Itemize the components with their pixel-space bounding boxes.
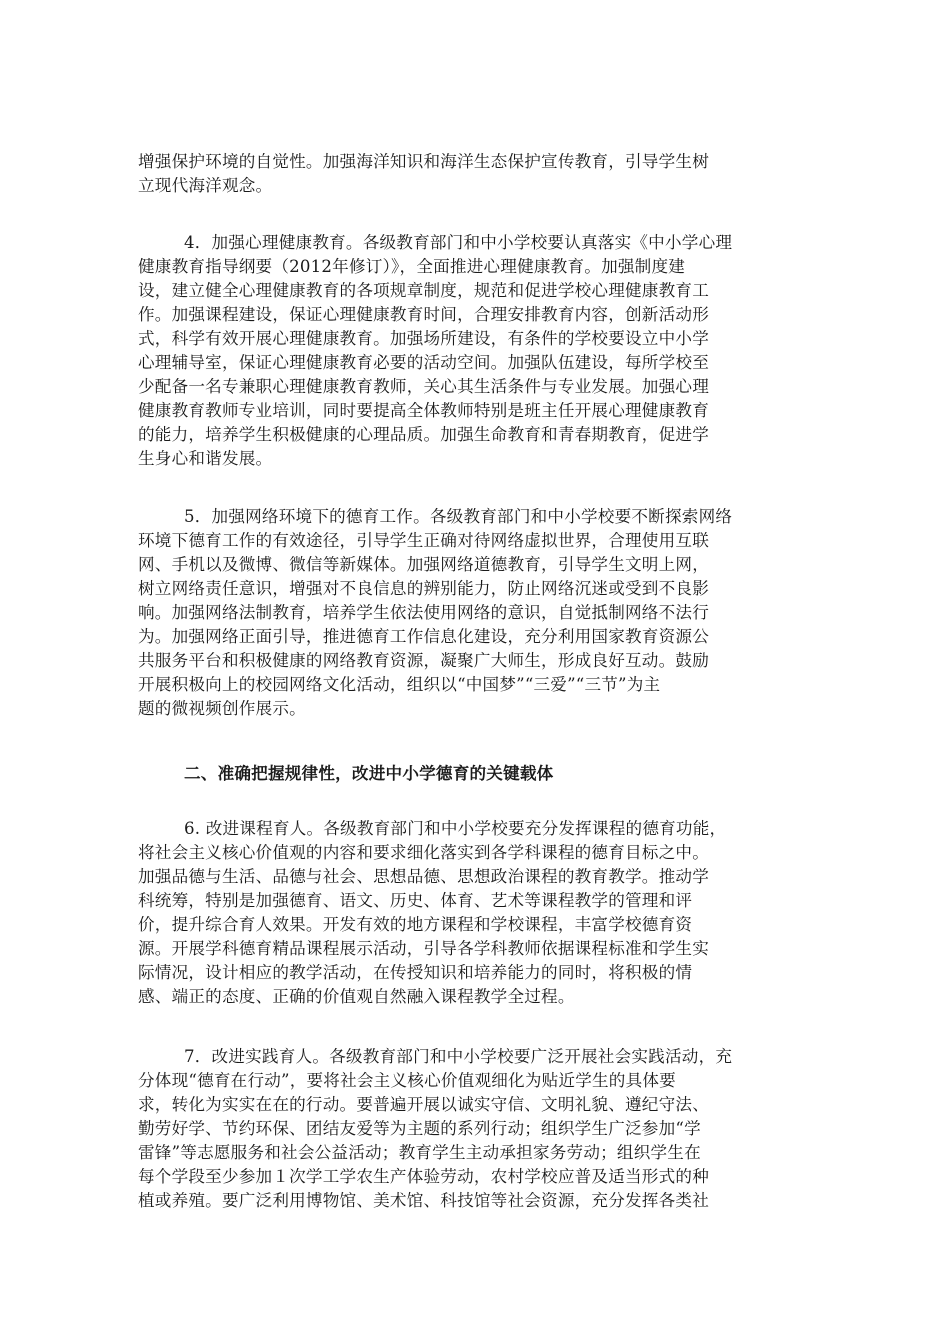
- text-line: 际情况，设计相应的教学活动，在传授知识和培养能力的同时，将积极的情: [138, 963, 693, 982]
- text-line: 环境下德育工作的有效途径，引导学生正确对待网络虚拟世界，合理使用互联: [138, 531, 709, 550]
- text-line: 勤劳好学、节约环保、团结友爱等为主题的系列行动；组织学生广泛参加“学: [138, 1119, 701, 1138]
- text-line: 健康教育教师专业培训，同时要提高全体教师特别是班主任开展心理健康教育: [138, 401, 709, 420]
- text-line: 题的微视频创作展示。: [138, 699, 306, 718]
- text-line: 求，转化为实实在在的行动。要普遍开展以诚实守信、文明礼貌、遵纪守法、: [138, 1095, 709, 1114]
- text-line: 6. 改进课程育人。各级教育部门和中小学校要充分发挥课程的德育功能，: [184, 819, 727, 838]
- text-line: 少配备一名专兼职心理健康教育教师，关心其生活条件与专业发展。加强心理: [138, 377, 709, 396]
- text-line: 5．加强网络环境下的德育工作。各级教育部门和中小学校要不断探索网络: [184, 507, 733, 526]
- text-line: 为。加强网络正面引导，推进德育工作信息化建设，充分利用国家教育资源公: [138, 627, 709, 646]
- text-line: 价，提升综合育人效果。开发有效的地方课程和学校课程，丰富学校德育资: [138, 915, 693, 934]
- paragraph-intro: [138, 150, 810, 198]
- text-line: 植或养殖。要广泛利用博物馆、美术馆、科技馆等社会资源，充分发挥各类社: [138, 1191, 709, 1210]
- text-line: 4．加强心理健康教育。各级教育部门和中小学校要认真落实《中小学心理: [184, 233, 733, 252]
- text-line: 生身心和谐发展。: [138, 449, 273, 468]
- text-line: 树立网络责任意识，增强对不良信息的辨别能力，防止网络沉迷或受到不良影: [138, 579, 709, 598]
- paragraph-7: [138, 1045, 810, 1213]
- text-line: 心理辅导室，保证心理健康教育必要的活动空间。加强队伍建设，每所学校至: [138, 353, 709, 372]
- text-line: 立现代海洋观念。: [138, 176, 273, 195]
- text-line: 网、手机以及微博、微信等新媒体。加强网络道德教育，引导学生文明上网，: [138, 555, 709, 574]
- section-heading-block: [138, 762, 810, 786]
- text-line: 响。加强网络法制教育，培养学生依法使用网络的意识，自觉抵制网络不法行: [138, 603, 709, 622]
- text-line: 的能力，培养学生积极健康的心理品质。加强生命教育和青春期教育，促进学: [138, 425, 709, 444]
- paragraph-6: [138, 817, 810, 1009]
- text-line: 开展积极向上的校园网络文化活动，组织以“中国梦”“三爱”“三节”为主: [138, 675, 661, 694]
- text-line: 加强品德与生活、品德与社会、思想品德、思想政治课程的教育教学。推动学: [138, 867, 709, 886]
- text-line: 雷锋”等志愿服务和社会公益活动；教育学生主动承担家务劳动；组织学生在: [138, 1143, 701, 1162]
- text-line: 健康教育指导纲要（2012年修订）》，全面推进心理健康教育。加强制度建: [138, 257, 686, 276]
- text-line: 增强保护环境的自觉性。加强海洋知识和海洋生态保护宣传教育，引导学生树: [138, 152, 709, 171]
- text-line: 感、端正的态度、正确的价值观自然融入课程教学全过程。: [138, 987, 575, 1006]
- text-line: 作。加强课程建设，保证心理健康教育时间，合理安排教育内容，创新活动形: [138, 305, 709, 324]
- text-line: 共服务平台和积极健康的网络教育资源，凝聚广大师生，形成良好互动。鼓励: [138, 651, 709, 670]
- text-line: 科统筹，特别是加强德育、语文、历史、体育、艺术等课程教学的管理和评: [138, 891, 693, 910]
- text-line: 分体现“德育在行动”，要将社会主义核心价值观细化为贴近学生的具体要: [138, 1071, 676, 1090]
- text-line: 源。开展学科德育精品课程展示活动，引导各学科教师依据课程标准和学生实: [138, 939, 709, 958]
- section-heading: 二、准确把握规律性，改进中小学德育的关键载体: [184, 764, 554, 783]
- text-line: 将社会主义核心价值观的内容和要求细化落实到各学科课程的德育目标之中。: [138, 843, 709, 862]
- text-line: 7．改进实践育人。各级教育部门和中小学校要广泛开展社会实践活动，充: [184, 1047, 733, 1066]
- paragraph-4: [138, 231, 810, 471]
- text-line: 设，建立健全心理健康教育的各项规章制度，规范和促进学校心理健康教育工: [138, 281, 709, 300]
- paragraph-5: [138, 505, 810, 721]
- text-line: 式，科学有效开展心理健康教育。加强场所建设，有条件的学校要设立中小学: [138, 329, 709, 348]
- text-line: 每个学段至少参加１次学工学农生产体验劳动，农村学校应普及适当形式的种: [138, 1167, 709, 1186]
